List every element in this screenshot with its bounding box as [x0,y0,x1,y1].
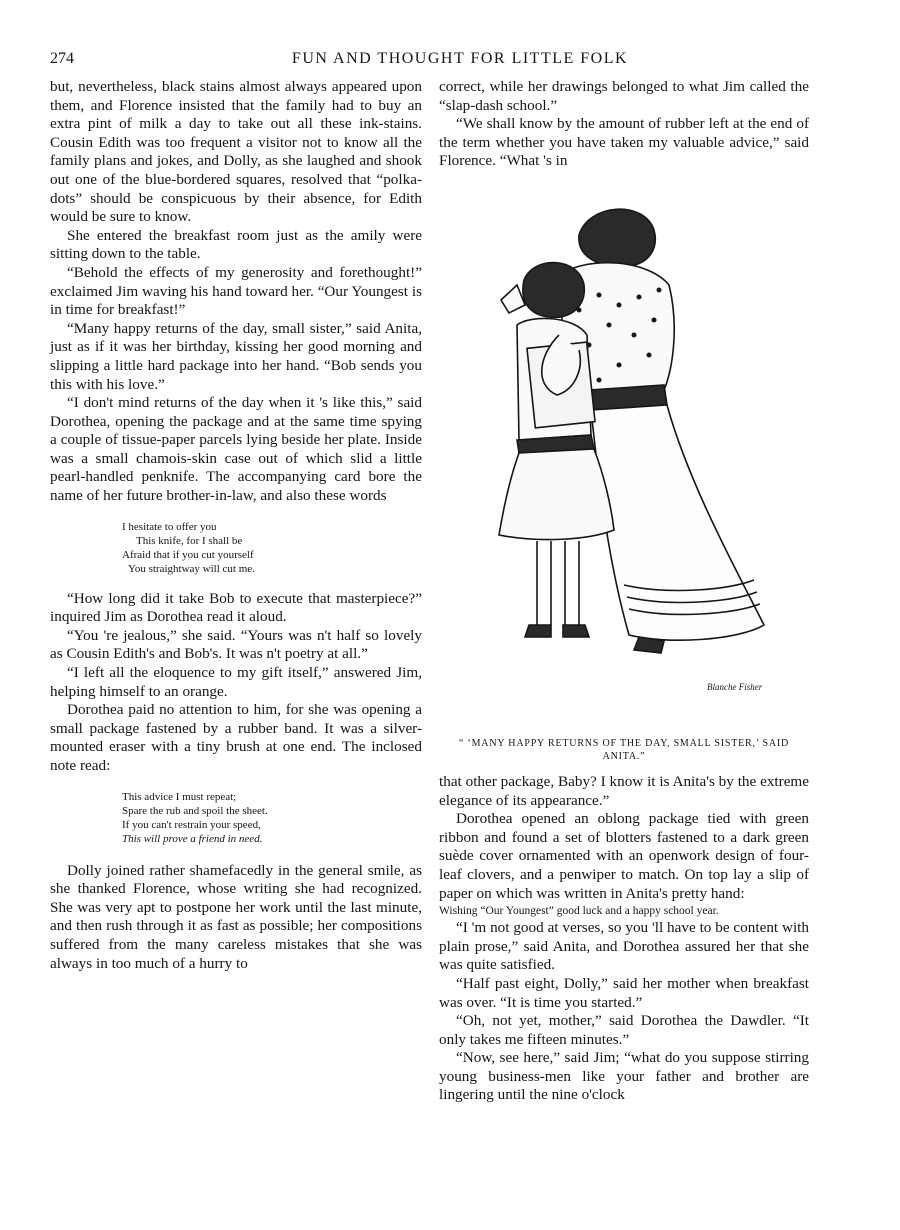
paragraph: but, nevertheless, black stains almost always appeared upon them, and Florence insisted that the family had to buy an extra pint of milk a day to take out all these ink-stains. Cousin Edith was too frequent a visitor not to know all the family plans and jokes, and Dolly, as she laughed and shook out one of the blue-bordered squares, resolved that “polka-dots” should be conspicuous by their absence, for Edith would be sure to know. [50,78,422,226]
verse-line: This advice I must repeat; [122,790,237,803]
verse-line: Spare the rub and spoil the sheet. [122,804,268,817]
paragraph: She entered the breakfast room just as the amily were sitting down to the table. [50,226,422,263]
paragraph: that other package, Baby? I know it is Anita's by the extreme elegance of its appearance.” [439,772,809,809]
anita-note: Wishing “Our Youngest” good luck and a happy school year. [439,905,719,918]
paragraph: “How long did it take Bob to execute that masterpiece?” inquired Jim as Dorothea read it aloud. [50,589,422,626]
paragraph: Dorothea opened an oblong package tied with green ribbon and found a set of blotters fastened to a dark green suède cover ornamented with an openwork design of four-leaf clovers, and a penwiper to match. On top lay a slip of paper on which was written in Anita's pretty hand: [439,810,809,902]
paragraph: “We shall know by the amount of rubber left at the end of the term whether you have taken my valuable advice,” said Florence. “What 's in [439,115,809,170]
verse-line: If you can't restrain your speed, [122,818,261,831]
illustration-caption: “ ‘MANY HAPPY RETURNS OF THE DAY, SMALL SISTER,’ SAID ANITA.” [458,737,790,762]
paragraph: “Many happy returns of the day, small sister,” said Anita, just as if it was her birthday, kissing her good morning and slipping a little hard package into her hand. “Bob sends you this with his love.” [50,319,422,393]
paragraph: “Now, see here,” said Jim; “what do you suppose stirring young business-men like your father and brother are lingering until the nine o'clock [439,1049,809,1104]
right-column [439,78,809,1105]
paragraph: correct, while her drawings belonged to what Jim called the “slap-dash school.” [439,78,809,114]
hair-bow [501,285,525,313]
paragraph: “You 're jealous,” she said. “Yours was n't half so lovely as Cousin Edith's and Bob's. It was n't poetry at all.” [50,626,422,663]
paragraph: Dorothea paid no attention to him, for she was opening a small package fastened by a rubber band. It was a silver-mounted eraser with a tiny brush at one end. The inclosed note read: [50,701,422,774]
knife-verse [122,520,422,576]
eraser-verse [122,790,422,846]
paragraph: “I left all the eloquence to my gift itself,” answered Jim, helping himself to an orange. [50,664,422,700]
hair [579,209,655,266]
verse-line: I hesitate to offer you [122,520,217,533]
paragraph: “Oh, not yet, mother,” said Dorothea the Dawdler. “It only takes me fifteen minutes.” [439,1012,809,1048]
girl-hair [523,263,584,318]
illustration-drawing [439,185,809,735]
verse-line: You straightway will cut me. [128,562,255,575]
verse-line: This knife, for I shall be [136,534,243,547]
skirt [591,405,764,640]
page-number: 274 [50,50,74,67]
girl-shoe [525,625,551,637]
girl-skirt [499,449,614,540]
paragraph: “Behold the effects of my generosity and forethought!” exclaimed Jim waving his hand toward her. “Our Youngest is in time for breakfast!” [50,263,422,319]
artist-signature: Blanche Fisher [707,681,763,692]
verse-line: This will prove a friend in need. [122,832,263,845]
illustration [439,185,809,735]
running-head: FUN AND THOUGHT FOR LITTLE FOLK [291,50,629,67]
paragraph: Dolly joined rather shamefacedly in the general smile, as she thanked Florence, whose writing she had recognized. She was very apt to postpone her work until the last minute, and then rush through it as fast as possible; her compositions suffered from the many careless mistakes that she was always in too much of a hurry to [50,861,422,972]
girl-shoe [563,625,589,637]
verse-line: Afraid that if you cut yourself [122,548,254,561]
paragraph: “I 'm not good at verses, so you 'll have to be content with plain prose,” said Anita, and Dorothea assured her that she was quite satisfied. [439,919,809,974]
paragraph: “I don't mind returns of the day when it 's like this,” said Dorothea, opening the package and at the same time spying a couple of tissue-paper parcels lying beside her plate. Inside was a small chamois-skin case out of which slid a little pearl-handled penknife. The accompanying card bore the name of her future brother-in-law, and also these words [50,394,422,505]
paragraph: “Half past eight, Dolly,” said her mother when breakfast was over. “It is time you started.” [439,974,809,1011]
left-column [50,78,422,973]
